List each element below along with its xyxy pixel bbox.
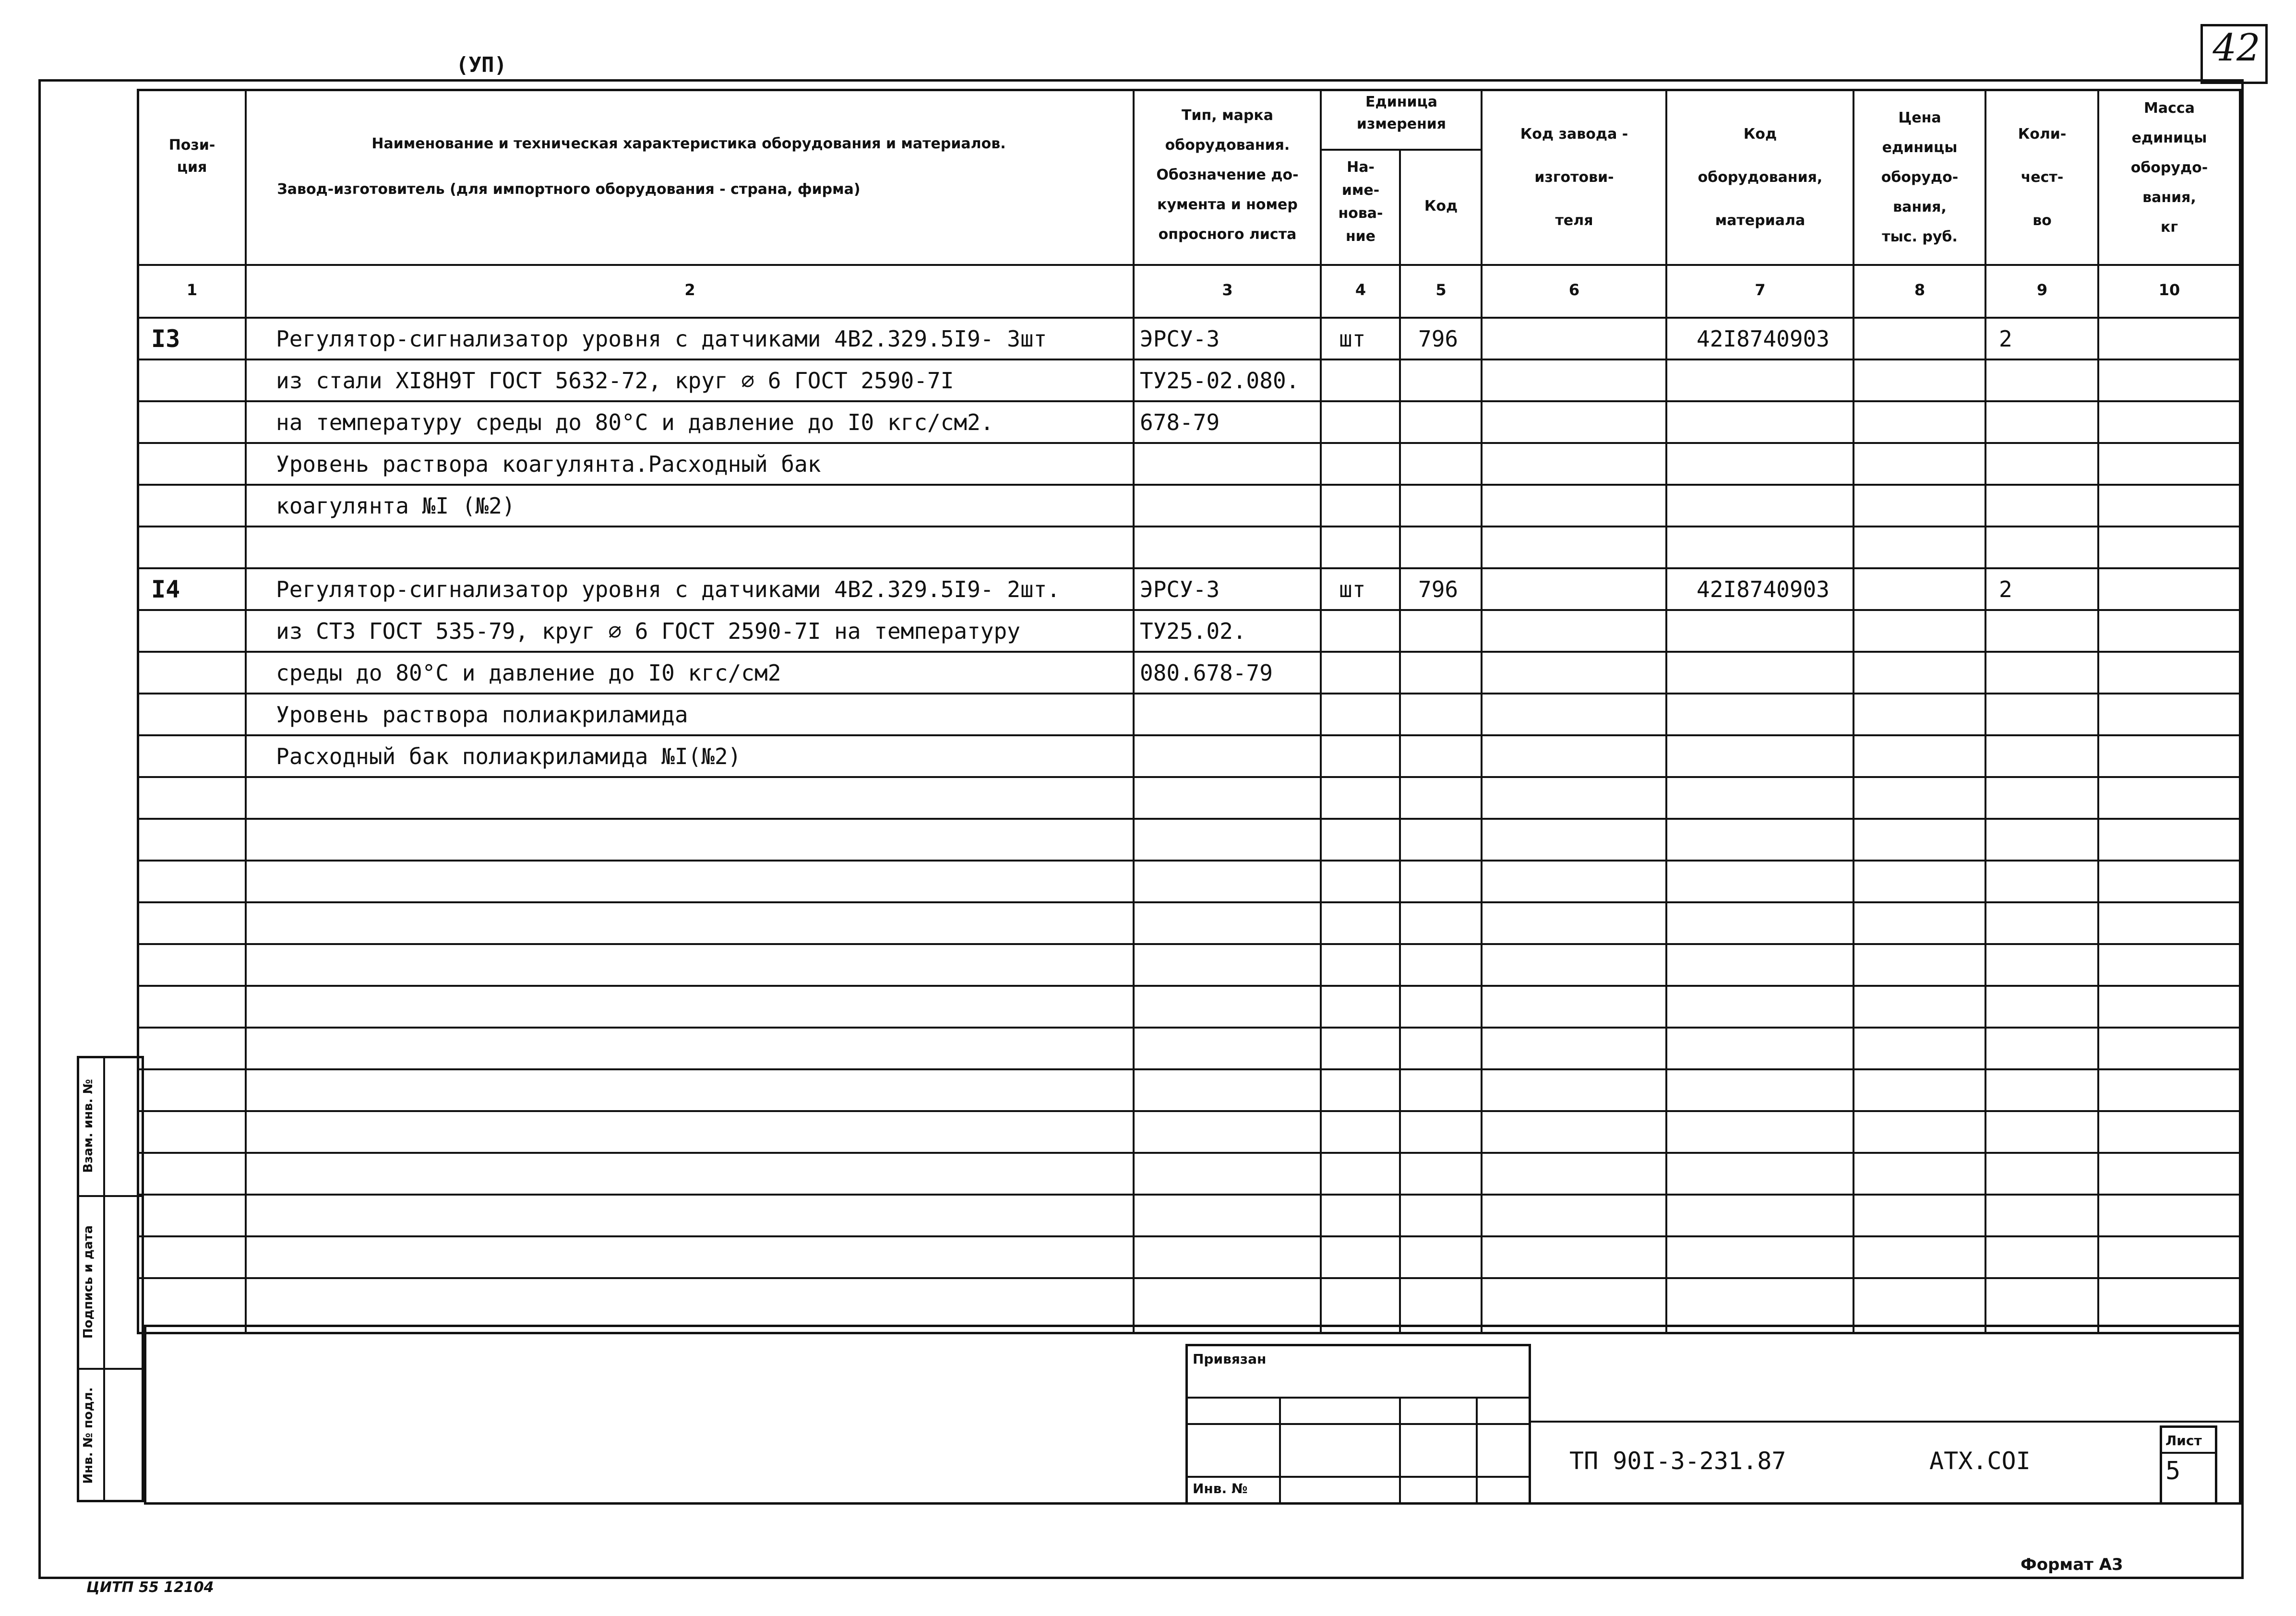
table-row-line [137,860,2241,862]
table-cell-type: ЭРСУ-3 [1140,576,1220,602]
table-row-line [137,734,2241,736]
table-cell-unit: шт [1339,326,1366,352]
table-cell-equip-code: 42I8740903 [1697,576,1830,602]
colnum-9: 9 [2036,281,2048,299]
table-cell-name: Уровень раствора коагулянта.Расходный бак [276,451,821,477]
table-row-line [137,1110,2241,1112]
bound-label: Привязан [1193,1351,1267,1367]
side-stamp-label-replace-inv: Взам. инв. № [81,1079,96,1173]
table-row-line [137,359,2241,360]
table-cell-type: 080.678-79 [1140,660,1273,686]
side-stamp-divider [103,1056,105,1502]
header-equip-code: Код оборудования, материала [1698,126,1823,229]
header-unit-group: Единица измерения [1356,94,1447,132]
table-cell-name: Регулятор-сигнализатор уровня с датчиками 4В2.329.5I9- 2шт. [276,576,1060,602]
colnum-3: 3 [1222,281,1233,299]
side-stamp-label-signature: Подпись и дата [81,1225,96,1339]
table-cell-qty: 2 [1999,326,2012,352]
table-cell-equip-code: 42I8740903 [1697,326,1830,352]
table-row-line [137,442,2241,444]
table-cell-name: из СТЗ ГОСТ 535-79, круг ∅ 6 ГОСТ 2590-7I на температуру [276,618,1020,644]
table-cell-name: на температуру среды до 80°С и давление до I0 кгс/см2. [276,409,994,435]
colnum-2: 2 [684,281,695,299]
inv-label: Инв. № [1193,1481,1248,1496]
col-line-8 [1985,89,1986,1334]
doc-box-top [1531,1421,2241,1423]
header-position: Пози- ция [168,137,215,176]
table-row-line [137,526,2241,527]
bound-line-2 [1185,1423,1531,1425]
table-row-line [137,1277,2241,1279]
table-row-line [137,1152,2241,1154]
col-line-3 [1320,89,1322,1334]
header-plant-code: Код завода - изготови- теля [1520,126,1628,229]
table-cell-name: Регулятор-сигнализатор уровня с датчиками 4В2.329.5I9- 3шт [276,326,1047,352]
table-row-line [137,1235,2241,1237]
table-row-line [137,1194,2241,1196]
colnum-8: 8 [1914,281,1925,299]
top-frame-line [38,79,2200,81]
col-line-4 [1399,149,1401,1334]
header-bottom-line [137,264,2241,266]
corner-sheet-number: 42 [2212,26,2260,70]
bound-vline-1 [1279,1397,1281,1505]
table-row-line [137,609,2241,611]
table-cell-unit: шт [1339,576,1366,602]
header-name-line1: Наименование и техническая характеристика оборудования и материалов. [371,135,1006,152]
table-cell-name: из стали XI8H9T ГОСТ 5632-72, круг ∅ 6 ГОСТ 2590-7I [276,368,954,394]
header-unit-code: Код [1424,198,1458,215]
table-row-line [137,1068,2241,1070]
colnum-row-bottom-line [137,317,2241,319]
bound-vline-2 [1399,1397,1401,1505]
col-line-1 [245,89,247,1334]
header-name-line2: Завод-изготовитель (для импортного оборудования - страна, фирма) [277,181,861,198]
col-line-7 [1853,89,1854,1334]
table-row-line [137,985,2241,987]
table-cell-code: 796 [1418,576,1459,602]
footer-format: Формат А3 [2021,1555,2123,1574]
table-cell-qty: 2 [1999,576,2012,602]
bound-line-3 [1185,1476,1531,1478]
table-row-line [137,400,2241,402]
col-line-9 [2097,89,2099,1334]
header-price: Цена единицы оборудо- вания, тыс. руб. [1881,109,1959,245]
colnum-4: 4 [1355,281,1366,299]
table-row-line [137,818,2241,820]
table-row-line [137,567,2241,569]
bound-line-1 [1185,1397,1531,1399]
table-cell-pos: I3 [151,325,180,353]
table-cell-type: ЭРСУ-3 [1140,326,1220,352]
table-row-line [137,693,2241,694]
table-row-line [137,901,2241,903]
header-mass: Масса единицы оборудо- вания, кг [2130,100,2208,236]
table-row-line [137,484,2241,486]
header-unit-name: На- име- нова- ние [1338,159,1383,245]
table-row-line [137,651,2241,653]
header-qty: Коли- чест- во [2018,126,2067,229]
table-row-line [137,776,2241,778]
doc-mark: АТХ.COI [1929,1447,2031,1475]
bound-vline-3 [1476,1397,1478,1505]
unit-group-line [1320,149,1481,151]
table-cell-type: ТУ25-02.080. [1140,368,1300,394]
colnum-5: 5 [1435,281,1447,299]
footer-left-code: ЦИТП 55 12104 [86,1579,214,1596]
table-cell-type: ТУ25.02. [1140,618,1246,644]
table-row-line [137,1027,2241,1029]
table-cell-name: среды до 80°С и давление до I0 кгс/см2 [276,660,781,686]
side-stamp-label-orig-inv: Инв. № подл. [81,1387,96,1484]
header-type: Тип, марка оборудования. Обозначение до- кумента и номер опросного листа [1156,107,1299,243]
table-cell-name: Расходный бак полиакриламида №I(№2) [276,743,741,769]
sheet-label: Лист [2165,1433,2202,1448]
table-cell-type: 678-79 [1140,409,1220,435]
table-cell-name: коагулянта №I (№2) [276,493,515,519]
col-line-6 [1665,89,1667,1334]
sheet-box-line [2160,1452,2217,1454]
table-cell-pos: I4 [151,575,180,603]
table-cell-code: 796 [1418,326,1459,352]
colnum-7: 7 [1755,281,1766,299]
table-row-line [137,943,2241,945]
colnum-6: 6 [1568,281,1580,299]
colnum-10: 10 [2158,281,2180,299]
colnum-1: 1 [186,281,198,299]
col-line-5 [1481,89,1483,1334]
section-mark: (УП) [456,53,507,77]
table-cell-name: Уровень раствора полиакриламида [276,702,688,728]
sheet-number: 5 [2165,1457,2181,1485]
col-line-2 [1133,89,1135,1334]
doc-code: ТП 90I-3-231.87 [1569,1447,1786,1475]
